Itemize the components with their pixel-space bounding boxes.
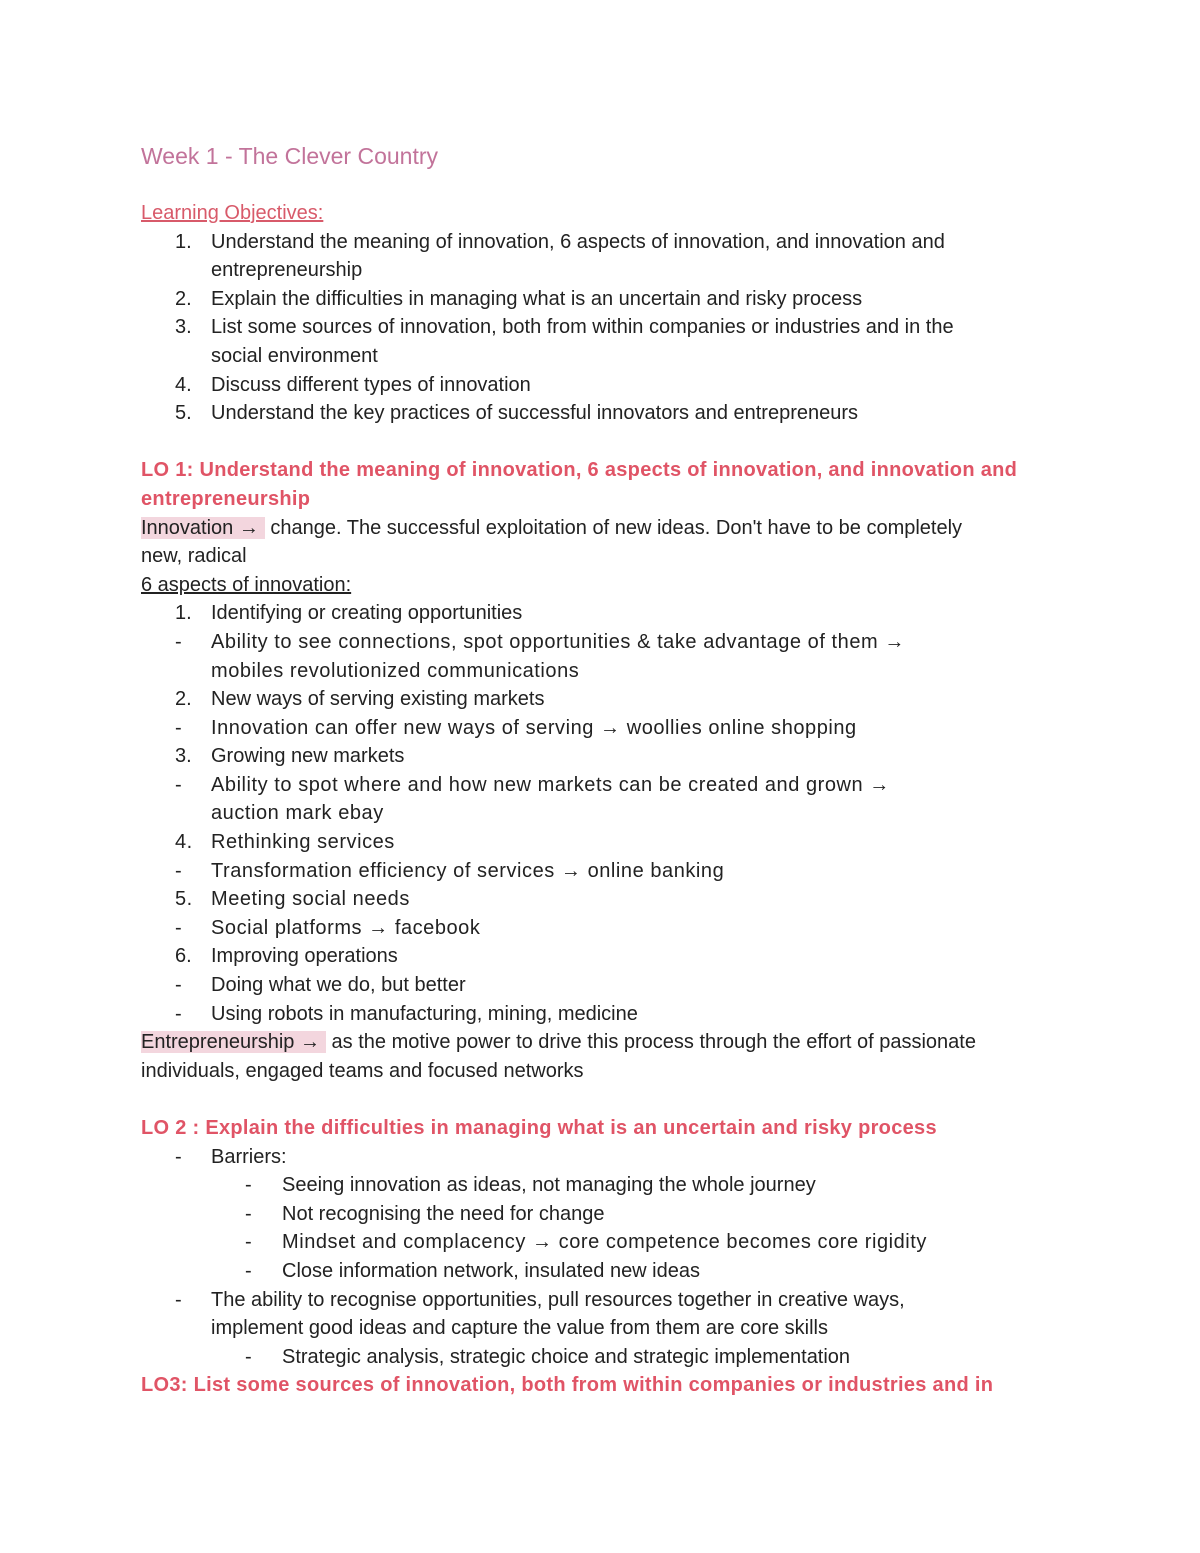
barrier-item: - Mindset and complacency → core competence becomes core rigidity (245, 1231, 927, 1254)
strategic-item: - Strategic analysis, strategic choice and strategic implementation (245, 1345, 851, 1368)
barrier-item: - Close information network, insulated new ideas (245, 1259, 700, 1282)
document-content (141, 140, 1071, 1400)
innovation-term: Innovation → (141, 517, 265, 539)
aspect-item: 4. Rethinking services (175, 831, 395, 854)
objective-item: 2. Explain the difficulties in managing what is an uncertain and risky process (175, 287, 863, 310)
innovation-definition-cont: new, radical (141, 545, 247, 568)
aspect-item: 6. Improving operations (175, 945, 398, 968)
aspect-note: - Innovation can offer new ways of serving → woollies online shopping (175, 716, 857, 739)
aspect-item: 2. New ways of serving existing markets (175, 688, 545, 711)
objective-item-cont: social environment (211, 344, 378, 367)
lo1-heading-cont: entrepreneurship (141, 487, 311, 510)
aspect-note: - Ability to see connections, spot opportunities & take advantage of them → (175, 630, 905, 653)
aspect-item: 3. Growing new markets (175, 745, 405, 768)
objective-item-cont: entrepreneurship (211, 259, 363, 282)
objective-item: 5. Understand the key practices of successful innovators and entrepreneurs (175, 402, 859, 425)
lo1-heading: LO 1: Understand the meaning of innovation, 6 aspects of innovation, and innovation and (141, 459, 1018, 482)
objective-item: 3. List some sources of innovation, both from within companies or industries and in the (175, 316, 954, 339)
entrepreneurship-definition-cont: individuals, engaged teams and focused networks (141, 1059, 584, 1082)
aspect-note: - Social platforms → facebook (175, 916, 481, 939)
ability-item: - The ability to recognise opportunities, pull resources together in creative ways, (175, 1288, 905, 1311)
barriers-item: - Barriers: (175, 1145, 287, 1168)
objective-item: 1. Understand the meaning of innovation, 6 aspects of innovation, and innovation and (175, 230, 945, 253)
barrier-item: - Seeing innovation as ideas, not managing the whole journey (245, 1174, 816, 1197)
entrepreneurship-definition: Entrepreneurship → as the motive power to drive this process through the effort of passionate (141, 1031, 976, 1054)
objective-item: 4. Discuss different types of innovation (175, 373, 531, 396)
page-title: Week 1 - The Clever Country (141, 143, 438, 169)
aspects-label: 6 aspects of innovation: (141, 573, 352, 596)
aspect-note: - Transformation efficiency of services → online banking (175, 859, 725, 882)
innovation-definition: Innovation → change. The successful exploitation of new ideas. Don't have to be completely (141, 516, 963, 539)
barrier-item: - Not recognising the need for change (245, 1202, 605, 1225)
lo2-heading: LO 2 : Explain the difficulties in managing what is an uncertain and risky process (141, 1117, 937, 1139)
entrepreneurship-term: Entrepreneurship → (141, 1031, 326, 1053)
aspect-note-cont: mobiles revolutionized communications (211, 659, 580, 682)
aspect-item: 5. Meeting social needs (175, 888, 410, 911)
aspect-note: - Using robots in manufacturing, mining, medicine (175, 1002, 638, 1025)
aspect-item: 1. Identifying or creating opportunities (175, 602, 523, 625)
lo3-heading: LO3: List some sources of innovation, both from within companies or industries and in (141, 1374, 994, 1397)
learning-objectives-label: Learning Objectives: (141, 202, 324, 224)
ability-item-cont: implement good ideas and capture the value from them are core skills (211, 1317, 828, 1340)
aspect-note: - Doing what we do, but better (175, 974, 466, 997)
aspect-note-cont: auction mark ebay (211, 802, 384, 825)
aspect-note: - Ability to spot where and how new markets can be created and grown → (175, 773, 890, 796)
